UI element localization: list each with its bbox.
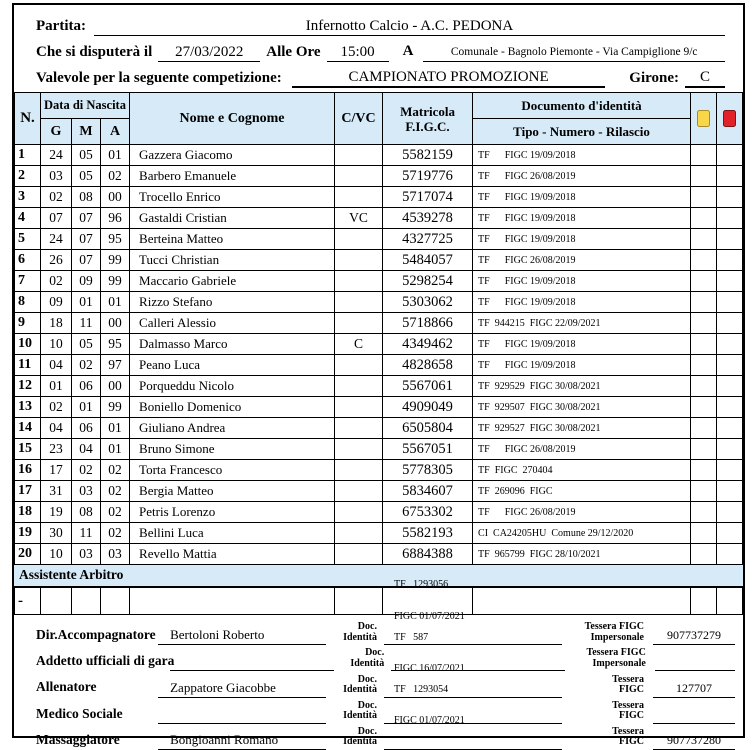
player-matricola: 5719776 bbox=[383, 166, 473, 187]
player-captain-flag bbox=[335, 355, 383, 376]
player-id-document: TF FIGC 19/09/2018 bbox=[473, 145, 691, 166]
player-name: Calleri Alessio bbox=[130, 313, 335, 334]
official-row bbox=[22, 698, 735, 724]
player-captain-flag: C bbox=[335, 334, 383, 355]
player-captain-flag bbox=[335, 292, 383, 313]
player-row bbox=[15, 502, 743, 523]
red-card-cell bbox=[717, 439, 743, 460]
player-name: Trocello Enrico bbox=[130, 187, 335, 208]
player-matricola: 5303062 bbox=[383, 292, 473, 313]
doc-identita-label: Doc. Identità bbox=[343, 673, 377, 696]
yellow-card-cell bbox=[691, 229, 717, 250]
tessera-figc-label: Tessera FIGC bbox=[612, 699, 644, 722]
player-name: Bruno Simone bbox=[130, 439, 335, 460]
red-card-cell bbox=[717, 334, 743, 355]
official-tessera-field bbox=[653, 722, 735, 724]
player-birth-day: 02 bbox=[41, 271, 72, 292]
player-name: Bergia Matteo bbox=[130, 481, 335, 502]
player-number: 11 bbox=[15, 355, 41, 376]
yellow-card-cell bbox=[691, 145, 717, 166]
player-id-document: TF FIGC 270404 bbox=[473, 460, 691, 481]
player-row bbox=[15, 397, 743, 418]
player-matricola: 4327725 bbox=[383, 229, 473, 250]
red-card-cell bbox=[717, 145, 743, 166]
col-a: A bbox=[101, 119, 130, 145]
player-id-document: TF 929529 FIGC 30/08/2021 bbox=[473, 376, 691, 397]
player-birth-month: 07 bbox=[72, 208, 101, 229]
player-birth-day: 02 bbox=[41, 397, 72, 418]
yellow-card-cell bbox=[691, 187, 717, 208]
red-card-cell bbox=[717, 271, 743, 292]
doc-identita-label: Doc. Identità bbox=[343, 725, 377, 748]
player-birth-month: 02 bbox=[72, 355, 101, 376]
player-id-document: TF 929527 FIGC 30/08/2021 bbox=[473, 418, 691, 439]
player-number: 17 bbox=[15, 481, 41, 502]
red-card-cell bbox=[717, 292, 743, 313]
player-birth-month: 08 bbox=[72, 502, 101, 523]
player-birth-year: 97 bbox=[101, 355, 130, 376]
player-birth-year: 01 bbox=[101, 418, 130, 439]
assistant-yellow-card-cell bbox=[691, 588, 717, 615]
player-number: 12 bbox=[15, 376, 41, 397]
yellow-card-cell bbox=[691, 292, 717, 313]
player-matricola: 4349462 bbox=[383, 334, 473, 355]
red-card-cell bbox=[717, 229, 743, 250]
player-captain-flag bbox=[335, 397, 383, 418]
player-birth-day: 10 bbox=[41, 544, 72, 565]
time-label: Alle Ore bbox=[266, 44, 321, 60]
yellow-card-cell bbox=[691, 544, 717, 565]
red-card-cell bbox=[717, 523, 743, 544]
official-role-label: Allenatore bbox=[36, 679, 97, 695]
player-birth-year: 01 bbox=[101, 145, 130, 166]
player-row bbox=[15, 460, 743, 481]
player-name: Giuliano Andrea bbox=[130, 418, 335, 439]
player-id-document: TF FIGC 19/09/2018 bbox=[473, 208, 691, 229]
player-name: Gazzera Giacomo bbox=[130, 145, 335, 166]
player-captain-flag bbox=[335, 544, 383, 565]
official-role-label: Medico Sociale bbox=[36, 705, 123, 721]
player-birth-day: 17 bbox=[41, 460, 72, 481]
player-row bbox=[15, 187, 743, 208]
red-card-cell bbox=[717, 397, 743, 418]
player-captain-flag bbox=[335, 166, 383, 187]
player-matricola: 5834607 bbox=[383, 481, 473, 502]
player-number: 8 bbox=[15, 292, 41, 313]
player-captain-flag bbox=[335, 481, 383, 502]
col-matricola-line2: F.I.G.C. bbox=[405, 118, 450, 134]
player-matricola: 5582159 bbox=[383, 145, 473, 166]
col-documento: Documento d'identità bbox=[473, 93, 691, 119]
red-card-cell bbox=[717, 250, 743, 271]
official-doc-field: TF 1293054 FIGC 01/07/2021 bbox=[384, 664, 562, 750]
red-card-cell bbox=[717, 355, 743, 376]
col-g: G bbox=[41, 119, 72, 145]
player-matricola: 5582193 bbox=[383, 523, 473, 544]
player-captain-flag bbox=[335, 460, 383, 481]
player-id-document: TF FIGC 26/08/2019 bbox=[473, 439, 691, 460]
player-birth-year: 02 bbox=[101, 166, 130, 187]
player-matricola: 5717074 bbox=[383, 187, 473, 208]
match-roster-document bbox=[12, 3, 745, 748]
document-header bbox=[14, 5, 743, 92]
col-name: Nome e Cognome bbox=[130, 93, 335, 145]
tessera-figc-label: Tessera FIGC bbox=[612, 725, 644, 748]
official-tessera-field: 907737279 bbox=[653, 628, 735, 645]
player-matricola: 4828658 bbox=[383, 355, 473, 376]
assistant-dash: - bbox=[15, 588, 41, 615]
player-name: Bellini Luca bbox=[130, 523, 335, 544]
player-id-document: TF FIGC 19/09/2018 bbox=[473, 229, 691, 250]
player-birth-day: 02 bbox=[41, 187, 72, 208]
assistant-red-card-cell bbox=[717, 588, 743, 615]
player-number: 16 bbox=[15, 460, 41, 481]
official-role-label: Addetto ufficiali di gara bbox=[36, 653, 175, 669]
player-id-document: TF FIGC 19/09/2018 bbox=[473, 187, 691, 208]
player-captain-flag bbox=[335, 376, 383, 397]
player-row bbox=[15, 271, 743, 292]
player-birth-day: 18 bbox=[41, 313, 72, 334]
player-birth-month: 01 bbox=[72, 397, 101, 418]
player-birth-month: 05 bbox=[72, 145, 101, 166]
tessera-figc-label: Tessera FIGC Impersonale bbox=[586, 647, 646, 669]
player-birth-day: 09 bbox=[41, 292, 72, 313]
girone-label: Girone: bbox=[629, 70, 679, 86]
player-name: Boniello Domenico bbox=[130, 397, 335, 418]
player-row bbox=[15, 166, 743, 187]
player-birth-month: 03 bbox=[72, 544, 101, 565]
player-birth-day: 31 bbox=[41, 481, 72, 502]
tessera-figc-label: Tessera FIGC bbox=[612, 673, 644, 696]
player-id-document: TF 965799 FIGC 28/10/2021 bbox=[473, 544, 691, 565]
player-number: 2 bbox=[15, 166, 41, 187]
yellow-card-cell bbox=[691, 502, 717, 523]
red-card-cell bbox=[717, 418, 743, 439]
player-birth-year: 00 bbox=[101, 187, 130, 208]
player-name: Barbero Emanuele bbox=[130, 166, 335, 187]
player-id-document: TF FIGC 19/09/2018 bbox=[473, 355, 691, 376]
player-matricola: 4909049 bbox=[383, 397, 473, 418]
official-name-field bbox=[158, 722, 326, 724]
player-matricola: 5298254 bbox=[383, 271, 473, 292]
player-captain-flag bbox=[335, 250, 383, 271]
player-number: 20 bbox=[15, 544, 41, 565]
red-card-icon bbox=[723, 110, 736, 127]
official-name-field: Bertoloni Roberto bbox=[158, 627, 326, 645]
official-tessera-field: 907737280 bbox=[653, 733, 735, 750]
assistant-name bbox=[130, 588, 335, 615]
red-card-cell bbox=[717, 208, 743, 229]
player-matricola: 6884388 bbox=[383, 544, 473, 565]
player-birth-day: 04 bbox=[41, 355, 72, 376]
player-birth-month: 07 bbox=[72, 229, 101, 250]
player-captain-flag bbox=[335, 229, 383, 250]
tessera-figc-label: Tessera FIGC Impersonale bbox=[584, 621, 644, 643]
player-row bbox=[15, 355, 743, 376]
official-tessera-field bbox=[655, 669, 735, 671]
player-row bbox=[15, 145, 743, 166]
player-captain-flag bbox=[335, 271, 383, 292]
assistant-birth-day bbox=[41, 588, 72, 615]
player-birth-day: 26 bbox=[41, 250, 72, 271]
player-birth-year: 03 bbox=[101, 544, 130, 565]
doc-identita-label: Doc. Identità bbox=[343, 621, 377, 643]
player-captain-flag bbox=[335, 145, 383, 166]
player-matricola: 5778305 bbox=[383, 460, 473, 481]
player-birth-month: 06 bbox=[72, 376, 101, 397]
date-label: Che si disputerà il bbox=[36, 44, 153, 60]
player-row bbox=[15, 418, 743, 439]
player-birth-year: 96 bbox=[101, 208, 130, 229]
player-birth-year: 00 bbox=[101, 313, 130, 334]
player-row bbox=[15, 208, 743, 229]
player-name: Rizzo Stefano bbox=[130, 292, 335, 313]
player-number: 9 bbox=[15, 313, 41, 334]
competition-label: Valevole per la seguente competizione: bbox=[36, 70, 282, 86]
player-number: 10 bbox=[15, 334, 41, 355]
girone-value: C bbox=[685, 68, 725, 88]
player-birth-day: 19 bbox=[41, 502, 72, 523]
yellow-card-cell bbox=[691, 355, 717, 376]
col-doc-tipo-numero: Tipo - Numero - Rilascio bbox=[473, 119, 691, 145]
player-birth-year: 02 bbox=[101, 502, 130, 523]
player-number: 7 bbox=[15, 271, 41, 292]
player-number: 5 bbox=[15, 229, 41, 250]
assistant-cvc bbox=[335, 588, 383, 615]
official-name-field: Zappatore Giacobbe bbox=[158, 680, 326, 698]
yellow-card-cell bbox=[691, 271, 717, 292]
player-birth-day: 30 bbox=[41, 523, 72, 544]
player-row bbox=[15, 313, 743, 334]
col-red-card bbox=[717, 93, 743, 145]
partita-label: Partita: bbox=[36, 18, 86, 34]
official-name-field bbox=[170, 669, 334, 671]
yellow-card-cell bbox=[691, 376, 717, 397]
date-line bbox=[36, 36, 725, 62]
player-birth-month: 11 bbox=[72, 313, 101, 334]
player-id-document: TF 269096 FIGC bbox=[473, 481, 691, 502]
player-row bbox=[15, 376, 743, 397]
player-id-document: TF 929507 FIGC 30/08/2021 bbox=[473, 397, 691, 418]
player-birth-month: 02 bbox=[72, 460, 101, 481]
player-birth-year: 95 bbox=[101, 334, 130, 355]
yellow-card-cell bbox=[691, 481, 717, 502]
player-row bbox=[15, 292, 743, 313]
player-number: 14 bbox=[15, 418, 41, 439]
doc-identita-label: Doc. Identità bbox=[343, 699, 377, 722]
player-id-document: TF FIGC 19/09/2018 bbox=[473, 292, 691, 313]
date-value: 27/03/2022 bbox=[158, 43, 260, 62]
player-name: Dalmasso Marco bbox=[130, 334, 335, 355]
player-matricola: 5484057 bbox=[383, 250, 473, 271]
yellow-card-cell bbox=[691, 397, 717, 418]
player-matricola: 6505804 bbox=[383, 418, 473, 439]
player-number: 6 bbox=[15, 250, 41, 271]
assistant-referee-row-table bbox=[14, 587, 743, 615]
player-matricola: 4539278 bbox=[383, 208, 473, 229]
player-captain-flag bbox=[335, 439, 383, 460]
player-captain-flag bbox=[335, 313, 383, 334]
red-card-cell bbox=[717, 460, 743, 481]
player-row bbox=[15, 523, 743, 544]
player-captain-flag bbox=[335, 523, 383, 544]
player-birth-day: 10 bbox=[41, 334, 72, 355]
official-name-field: Bongioanni Romano bbox=[158, 732, 326, 750]
player-birth-year: 01 bbox=[101, 292, 130, 313]
player-birth-year: 01 bbox=[101, 439, 130, 460]
player-captain-flag bbox=[335, 418, 383, 439]
col-n: N. bbox=[15, 93, 41, 145]
official-role-label: Dir.Accompagnatore bbox=[36, 627, 156, 643]
player-birth-month: 01 bbox=[72, 292, 101, 313]
player-id-document: TF FIGC 26/08/2019 bbox=[473, 250, 691, 271]
player-number: 4 bbox=[15, 208, 41, 229]
player-row bbox=[15, 481, 743, 502]
yellow-card-cell bbox=[691, 460, 717, 481]
player-birth-day: 03 bbox=[41, 166, 72, 187]
player-birth-month: 11 bbox=[72, 523, 101, 544]
red-card-cell bbox=[717, 544, 743, 565]
player-birth-month: 09 bbox=[72, 271, 101, 292]
player-matricola: 5567051 bbox=[383, 439, 473, 460]
assistant-birth-month bbox=[72, 588, 101, 615]
player-name: Petris Lorenzo bbox=[130, 502, 335, 523]
player-captain-flag bbox=[335, 187, 383, 208]
player-birth-month: 08 bbox=[72, 187, 101, 208]
player-name: Revello Mattia bbox=[130, 544, 335, 565]
assistant-referee-row bbox=[15, 588, 743, 615]
yellow-card-cell bbox=[691, 313, 717, 334]
player-number: 19 bbox=[15, 523, 41, 544]
player-id-document: TF FIGC 26/08/2019 bbox=[473, 502, 691, 523]
competition-line bbox=[36, 62, 725, 88]
official-row bbox=[22, 579, 735, 645]
official-doc-field: TF 1293056 FIGC 01/07/2021 bbox=[384, 559, 562, 645]
player-birth-day: 24 bbox=[41, 229, 72, 250]
yellow-card-cell bbox=[691, 439, 717, 460]
player-birth-year: 99 bbox=[101, 271, 130, 292]
col-matricola bbox=[383, 93, 473, 145]
player-name: Porqueddu Nicolo bbox=[130, 376, 335, 397]
player-matricola: 6753302 bbox=[383, 502, 473, 523]
partita-value: Infernotto Calcio - A.C. PEDONA bbox=[94, 17, 725, 36]
player-matricola: 5567061 bbox=[383, 376, 473, 397]
player-birth-day: 04 bbox=[41, 418, 72, 439]
venue-label: A bbox=[402, 43, 414, 59]
time-value: 15:00 bbox=[327, 43, 389, 62]
player-birth-year: 02 bbox=[101, 460, 130, 481]
col-m: M bbox=[72, 119, 101, 145]
yellow-card-cell bbox=[691, 418, 717, 439]
assistant-birth-year bbox=[101, 588, 130, 615]
player-birth-year: 02 bbox=[101, 523, 130, 544]
yellow-card-cell bbox=[691, 334, 717, 355]
players-rows bbox=[15, 145, 743, 565]
player-birth-day: 01 bbox=[41, 376, 72, 397]
match-line bbox=[36, 10, 725, 36]
player-id-document: TF FIGC 19/09/2018 bbox=[473, 334, 691, 355]
player-number: 13 bbox=[15, 397, 41, 418]
player-captain-flag: VC bbox=[335, 208, 383, 229]
yellow-card-icon bbox=[697, 110, 710, 127]
player-id-document: TF 944215 FIGC 22/09/2021 bbox=[473, 313, 691, 334]
yellow-card-cell bbox=[691, 250, 717, 271]
red-card-cell bbox=[717, 166, 743, 187]
player-birth-month: 05 bbox=[72, 334, 101, 355]
player-number: 15 bbox=[15, 439, 41, 460]
red-card-cell bbox=[717, 313, 743, 334]
player-name: Tucci Christian bbox=[130, 250, 335, 271]
player-row bbox=[15, 229, 743, 250]
player-birth-month: 03 bbox=[72, 481, 101, 502]
official-row bbox=[22, 645, 735, 671]
player-number: 1 bbox=[15, 145, 41, 166]
player-id-document: TF FIGC 19/09/2018 bbox=[473, 271, 691, 292]
officials-section bbox=[14, 579, 743, 750]
player-birth-year: 99 bbox=[101, 250, 130, 271]
player-name: Torta Francesco bbox=[130, 460, 335, 481]
venue-value: Comunale - Bagnolo Piemonte - Via Campiglione 9/c bbox=[423, 45, 725, 62]
player-matricola: 5718866 bbox=[383, 313, 473, 334]
player-id-document: CI CA24205HU Comune 29/12/2020 bbox=[473, 523, 691, 544]
player-birth-day: 24 bbox=[41, 145, 72, 166]
col-birth-date: Data di Nascita bbox=[41, 93, 130, 119]
player-number: 3 bbox=[15, 187, 41, 208]
player-row bbox=[15, 334, 743, 355]
player-name: Peano Luca bbox=[130, 355, 335, 376]
col-matricola-line1: Matricola bbox=[400, 103, 455, 119]
player-id-document: TF FIGC 26/08/2019 bbox=[473, 166, 691, 187]
yellow-card-cell bbox=[691, 523, 717, 544]
red-card-cell bbox=[717, 502, 743, 523]
player-birth-month: 07 bbox=[72, 250, 101, 271]
player-captain-flag bbox=[335, 502, 383, 523]
yellow-card-cell bbox=[691, 208, 717, 229]
player-birth-year: 95 bbox=[101, 229, 130, 250]
player-name: Maccario Gabriele bbox=[130, 271, 335, 292]
player-number: 18 bbox=[15, 502, 41, 523]
player-birth-day: 07 bbox=[41, 208, 72, 229]
yellow-card-cell bbox=[691, 166, 717, 187]
col-cvc: C/VC bbox=[335, 93, 383, 145]
player-birth-year: 99 bbox=[101, 397, 130, 418]
player-row bbox=[15, 544, 743, 565]
player-row bbox=[15, 250, 743, 271]
assistant-referee-header: Assistente Arbitro bbox=[14, 565, 743, 587]
col-yellow-card bbox=[691, 93, 717, 145]
red-card-cell bbox=[717, 481, 743, 502]
player-birth-month: 05 bbox=[72, 166, 101, 187]
red-card-cell bbox=[717, 187, 743, 208]
player-birth-year: 02 bbox=[101, 481, 130, 502]
players-table-header bbox=[15, 93, 743, 145]
player-name: Gastaldi Cristian bbox=[130, 208, 335, 229]
players-table bbox=[14, 92, 743, 565]
player-row bbox=[15, 439, 743, 460]
official-tessera-field: 127707 bbox=[653, 681, 735, 698]
player-name: Berteina Matteo bbox=[130, 229, 335, 250]
official-doc-field: TF 587 FIGC 16/07/2021 bbox=[384, 612, 562, 698]
competition-value: CAMPIONATO PROMOZIONE bbox=[292, 68, 605, 88]
player-birth-month: 06 bbox=[72, 418, 101, 439]
player-birth-month: 04 bbox=[72, 439, 101, 460]
player-birth-year: 00 bbox=[101, 376, 130, 397]
doc-identita-label: Doc. Identità bbox=[350, 647, 385, 669]
official-role-label: Massaggiatore bbox=[36, 731, 120, 747]
player-birth-day: 23 bbox=[41, 439, 72, 460]
red-card-cell bbox=[717, 376, 743, 397]
